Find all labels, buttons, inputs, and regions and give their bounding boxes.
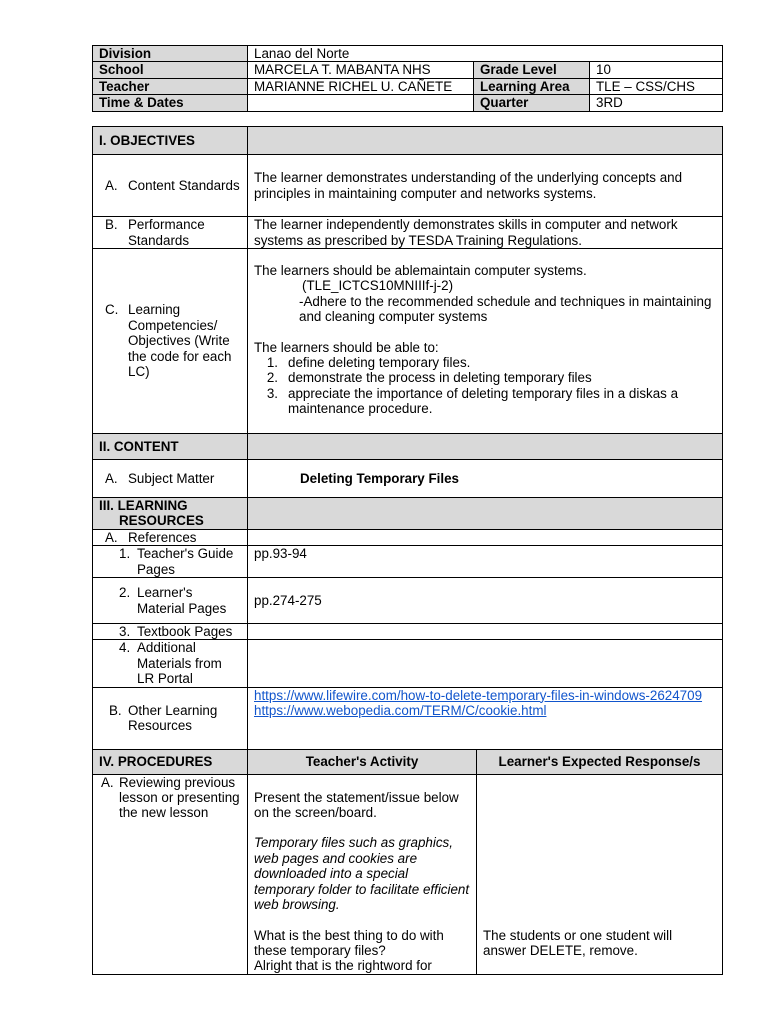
content-standards-text: The learner demonstrates understanding of the underlying concepts and principles in maintaining computer and networks systems. xyxy=(248,155,723,217)
lesson-plan-table xyxy=(92,126,723,975)
list-item: 2. demonstrate the process in deleting temporary files xyxy=(266,370,592,386)
lc-able: The learners should be able to: xyxy=(254,339,439,355)
header-table xyxy=(92,45,723,112)
school-label: School xyxy=(93,62,248,78)
grade-level-value: 10 xyxy=(590,62,723,78)
lc-code: (TLE_ICTCS10MNIIIf-j-2) xyxy=(302,278,454,294)
present-statement: Present the statement/issue below on the screen/board. xyxy=(254,789,459,821)
lifewire-link[interactable]: https://www.lifewire.com/how-to-delete-temporary-files-in-windows-2624709 xyxy=(254,687,703,703)
time-dates-value xyxy=(248,95,474,111)
teachers-guide-value: pp.93-94 xyxy=(248,546,723,578)
grade-level-label: Grade Level xyxy=(474,62,590,78)
other-resources-label: B. Other Learning Resources xyxy=(93,687,248,749)
learning-competencies-label: C. Learning Competencies/ Objectives (Write the code for each LC) xyxy=(93,249,248,434)
division-label: Division xyxy=(93,46,248,62)
learning-resources-heading-filler xyxy=(248,498,723,530)
objectives-heading: I. OBJECTIVES xyxy=(93,127,248,155)
time-dates-label: Time & Dates xyxy=(93,95,248,111)
webopedia-link[interactable]: https://www.webopedia.com/TERM/C/cookie.html xyxy=(254,703,547,719)
additional-materials-value xyxy=(248,640,723,687)
textbook-pages-label: 3. Textbook Pages xyxy=(93,624,248,640)
content-standards-label: A. Content Standards xyxy=(93,155,248,217)
teacher-value: MARIANNE RICHEL U. CAÑETE xyxy=(248,78,474,94)
performance-standards-text: The learner independently demonstrates skills in computer and network systems as prescribed by TESDA Training Regulations. xyxy=(248,217,723,249)
other-resources-links xyxy=(248,687,723,749)
quarter-label: Quarter xyxy=(474,95,590,111)
subject-matter-label: A. Subject Matter xyxy=(93,460,248,498)
division-value: Lanao del Norte xyxy=(248,46,723,62)
content-heading-filler xyxy=(248,434,723,460)
teachers-guide-label: 1. Teacher's Guide Pages xyxy=(93,546,248,578)
lc-line: The learners should be ablemaintain computer systems. xyxy=(254,263,587,278)
learning-area-value: TLE – CSS/CHS xyxy=(590,78,723,94)
procedures-heading: IV. PROCEDURES xyxy=(93,749,248,774)
content-heading: II. CONTENT xyxy=(93,434,248,460)
list-item: 1. define deleting temporary files. xyxy=(266,355,471,371)
teacher-label: Teacher xyxy=(93,78,248,94)
school-value: MARCELA T. MABANTA NHS xyxy=(248,62,474,78)
quarter-value: 3RD xyxy=(590,95,723,111)
learning-resources-heading: III. LEARNING RESOURCES xyxy=(93,498,248,530)
reviewing-label: A. Reviewing previous lesson or presenting the new lesson xyxy=(93,774,248,974)
learners-material-value: pp.274-275 xyxy=(248,578,723,624)
learning-competencies-text xyxy=(248,249,723,434)
teachers-activity-header: Teacher's Activity xyxy=(248,749,477,774)
learners-material-label: 2. Learner's Material Pages xyxy=(93,578,248,624)
lc-adhere: -Adhere to the recommended schedule and techniques in maintaining and cleaning computer systems xyxy=(299,293,712,325)
references-value xyxy=(248,529,723,545)
subject-matter-value: Deleting Temporary Files xyxy=(248,460,723,498)
learning-area-label: Learning Area xyxy=(474,78,590,94)
learners-response-header: Learner's Expected Response/s xyxy=(477,749,723,774)
best-thing-question: What is the best thing to do with these temporary files? xyxy=(254,927,444,958)
references-label: A. References xyxy=(93,529,248,545)
learners-response-cell: The students or one student will answer DELETE, remove. xyxy=(477,774,723,974)
temporary-files-statement: Temporary files such as graphics, web pages and cookies are downloaded into a special temporary folder to facilitate efficient web browsing. xyxy=(254,835,470,913)
performance-standards-label: B. Performance Standards xyxy=(93,217,248,249)
additional-materials-label: 4. Additional Materials from LR Portal xyxy=(93,640,248,687)
alright-line: Alright that is the rightword for xyxy=(254,958,432,974)
list-item: 3. appreciate the importance of deleting temporary files in a diskas a maintenance procedure. xyxy=(266,385,679,417)
objectives-heading-filler xyxy=(248,127,723,155)
teachers-activity-cell xyxy=(248,774,477,974)
textbook-pages-value xyxy=(248,624,723,640)
